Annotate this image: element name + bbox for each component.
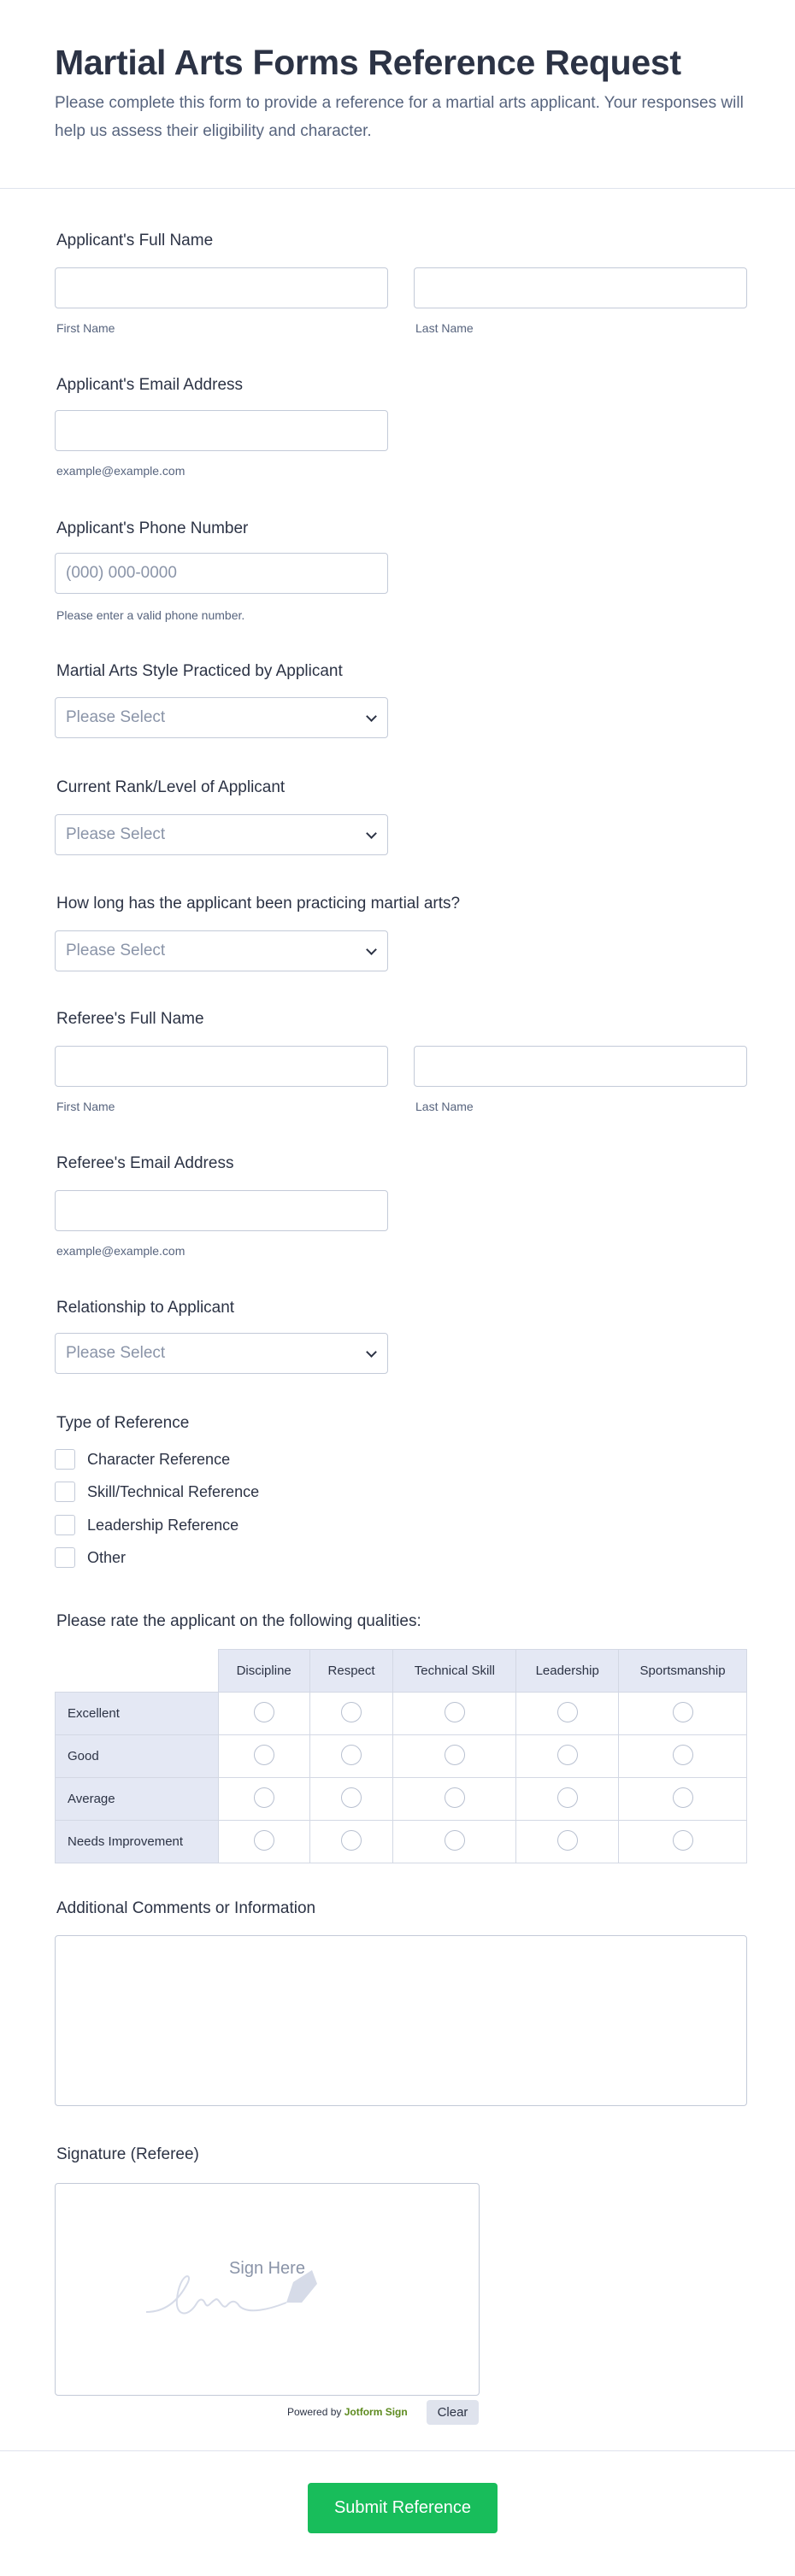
- matrix-cell[interactable]: [218, 1778, 309, 1821]
- matrix-row: [56, 1778, 747, 1821]
- matrix-cell[interactable]: [393, 1821, 516, 1863]
- radio-button[interactable]: [673, 1830, 693, 1851]
- rating-matrix: [55, 1649, 747, 1863]
- chevron-down-icon: [366, 711, 377, 722]
- checkbox[interactable]: [55, 1547, 75, 1568]
- radio-button[interactable]: [445, 1745, 465, 1765]
- radio-button[interactable]: [445, 1702, 465, 1722]
- matrix-column-header: Leadership: [516, 1650, 619, 1693]
- last-name-sublabel: Last Name: [415, 321, 474, 335]
- rating-label: Please rate the applicant on the following qualities:: [56, 1612, 421, 1630]
- matrix-column-header: Respect: [309, 1650, 393, 1693]
- checkbox[interactable]: [55, 1449, 75, 1470]
- comments-textarea[interactable]: [55, 1935, 747, 2106]
- style-value: Please Select: [66, 708, 166, 726]
- radio-button[interactable]: [254, 1830, 274, 1851]
- radio-button[interactable]: [557, 1830, 578, 1851]
- matrix-cell[interactable]: [516, 1821, 619, 1863]
- chevron-down-icon: [366, 944, 377, 955]
- applicant-first-name-input[interactable]: [55, 267, 388, 308]
- matrix-cell[interactable]: [309, 1735, 393, 1778]
- matrix-row: [56, 1693, 747, 1735]
- duration-label: How long has the applicant been practicing martial arts?: [56, 895, 461, 912]
- applicant-last-name-input[interactable]: [414, 267, 747, 308]
- applicant-email-input[interactable]: [55, 410, 388, 451]
- radio-button[interactable]: [445, 1830, 465, 1851]
- chevron-down-icon: [366, 1347, 377, 1358]
- applicant-email-label: Applicant's Email Address: [56, 376, 244, 394]
- matrix-row-label: Needs Improvement: [56, 1821, 219, 1863]
- page-title: Martial Arts Forms Reference Request: [55, 43, 681, 82]
- duration-select[interactable]: [55, 930, 388, 971]
- phone-placeholder: (000) 000-0000: [66, 564, 177, 582]
- comments-label: Additional Comments or Information: [56, 1899, 316, 1917]
- matrix-cell[interactable]: [218, 1693, 309, 1735]
- phone-sublabel: Please enter a valid phone number.: [56, 608, 245, 622]
- matrix-cell[interactable]: [516, 1735, 619, 1778]
- first-name-sublabel: First Name: [56, 321, 115, 335]
- last-name-sublabel: Last Name: [415, 1100, 474, 1113]
- referee-email-label: Referee's Email Address: [56, 1154, 234, 1172]
- submit-button[interactable]: Submit Reference: [308, 2483, 498, 2533]
- referee-email-sublabel: example@example.com: [56, 1244, 186, 1258]
- first-name-sublabel: First Name: [56, 1100, 115, 1113]
- matrix-cell[interactable]: [393, 1735, 516, 1778]
- divider: [0, 188, 795, 189]
- matrix-cell[interactable]: [619, 1778, 747, 1821]
- applicant-name-label: Applicant's Full Name: [56, 232, 214, 249]
- radio-button[interactable]: [341, 1702, 362, 1722]
- radio-button[interactable]: [341, 1745, 362, 1765]
- duration-value: Please Select: [66, 942, 166, 959]
- jotform-sign-logo: Jotform Sign: [344, 2406, 408, 2418]
- style-label: Martial Arts Style Practiced by Applicant: [56, 662, 343, 680]
- matrix-column-header: Technical Skill: [393, 1650, 516, 1693]
- matrix-cell[interactable]: [516, 1693, 619, 1735]
- radio-button[interactable]: [557, 1745, 578, 1765]
- checkbox-other[interactable]: [55, 1547, 126, 1568]
- checkbox-label: Other: [87, 1548, 127, 1566]
- radio-button[interactable]: [341, 1830, 362, 1851]
- applicant-phone-input[interactable]: [55, 553, 388, 594]
- matrix-cell[interactable]: [516, 1778, 619, 1821]
- checkbox[interactable]: [55, 1482, 75, 1502]
- referee-last-name-input[interactable]: [414, 1046, 747, 1087]
- matrix-cell[interactable]: [309, 1693, 393, 1735]
- matrix-column-header: Sportsmanship: [619, 1650, 747, 1693]
- matrix-row-label: Good: [56, 1735, 219, 1778]
- style-select[interactable]: [55, 697, 388, 738]
- rank-value: Please Select: [66, 825, 166, 843]
- clear-signature-button[interactable]: Clear: [427, 2400, 479, 2425]
- matrix-corner: [56, 1650, 219, 1693]
- radio-button[interactable]: [673, 1745, 693, 1765]
- matrix-row: [56, 1821, 747, 1863]
- matrix-row-label: Average: [56, 1778, 219, 1821]
- radio-button[interactable]: [254, 1745, 274, 1765]
- signature-label: Signature (Referee): [56, 2145, 199, 2163]
- matrix-cell[interactable]: [619, 1693, 747, 1735]
- relationship-value: Please Select: [66, 1344, 166, 1362]
- applicant-email-sublabel: example@example.com: [56, 464, 186, 478]
- referee-name-label: Referee's Full Name: [56, 1010, 204, 1028]
- powered-by-text: Powered by: [287, 2406, 342, 2418]
- chevron-down-icon: [366, 828, 377, 839]
- checkbox-leadership[interactable]: [55, 1515, 238, 1535]
- matrix-cell[interactable]: [619, 1735, 747, 1778]
- radio-button[interactable]: [557, 1787, 578, 1808]
- reference-type-label: Type of Reference: [56, 1414, 190, 1432]
- matrix-cell[interactable]: [309, 1821, 393, 1863]
- matrix-cell[interactable]: [393, 1693, 516, 1735]
- matrix-cell[interactable]: [619, 1821, 747, 1863]
- checkbox-label: Leadership Reference: [87, 1516, 239, 1534]
- radio-button[interactable]: [445, 1787, 465, 1808]
- radio-button[interactable]: [673, 1702, 693, 1722]
- referee-email-input[interactable]: [55, 1190, 388, 1231]
- referee-first-name-input[interactable]: [55, 1046, 388, 1087]
- matrix-row-label: Excellent: [56, 1693, 219, 1735]
- applicant-phone-label: Applicant's Phone Number: [56, 519, 249, 537]
- rank-label: Current Rank/Level of Applicant: [56, 778, 286, 796]
- radio-button[interactable]: [254, 1787, 274, 1808]
- matrix-cell[interactable]: [393, 1778, 516, 1821]
- matrix-column-header: Discipline: [218, 1650, 309, 1693]
- page-description: Please complete this form to provide a reference for a martial arts applicant. Your responses will help us assess their eligibility and character.: [55, 94, 744, 140]
- relationship-select[interactable]: [55, 1333, 388, 1374]
- divider: [0, 2450, 795, 2451]
- sign-here-placeholder: Sign Here: [229, 2259, 305, 2278]
- checkbox-skill[interactable]: [55, 1482, 259, 1502]
- checkbox-label: Skill/Technical Reference: [87, 1482, 260, 1500]
- checkbox-label: Character Reference: [87, 1450, 231, 1468]
- radio-button[interactable]: [673, 1787, 693, 1808]
- matrix-cell[interactable]: [309, 1778, 393, 1821]
- checkbox-character[interactable]: [55, 1449, 230, 1470]
- signature-pad[interactable]: [55, 2183, 480, 2396]
- rank-select[interactable]: [55, 814, 388, 855]
- radio-button[interactable]: [557, 1702, 578, 1722]
- radio-button[interactable]: [341, 1787, 362, 1808]
- radio-button[interactable]: [254, 1702, 274, 1722]
- relationship-label: Relationship to Applicant: [56, 1299, 235, 1317]
- matrix-cell[interactable]: [218, 1735, 309, 1778]
- matrix-cell[interactable]: [218, 1821, 309, 1863]
- matrix-row: [56, 1735, 747, 1778]
- checkbox[interactable]: [55, 1515, 75, 1535]
- powered-by: [287, 2406, 408, 2418]
